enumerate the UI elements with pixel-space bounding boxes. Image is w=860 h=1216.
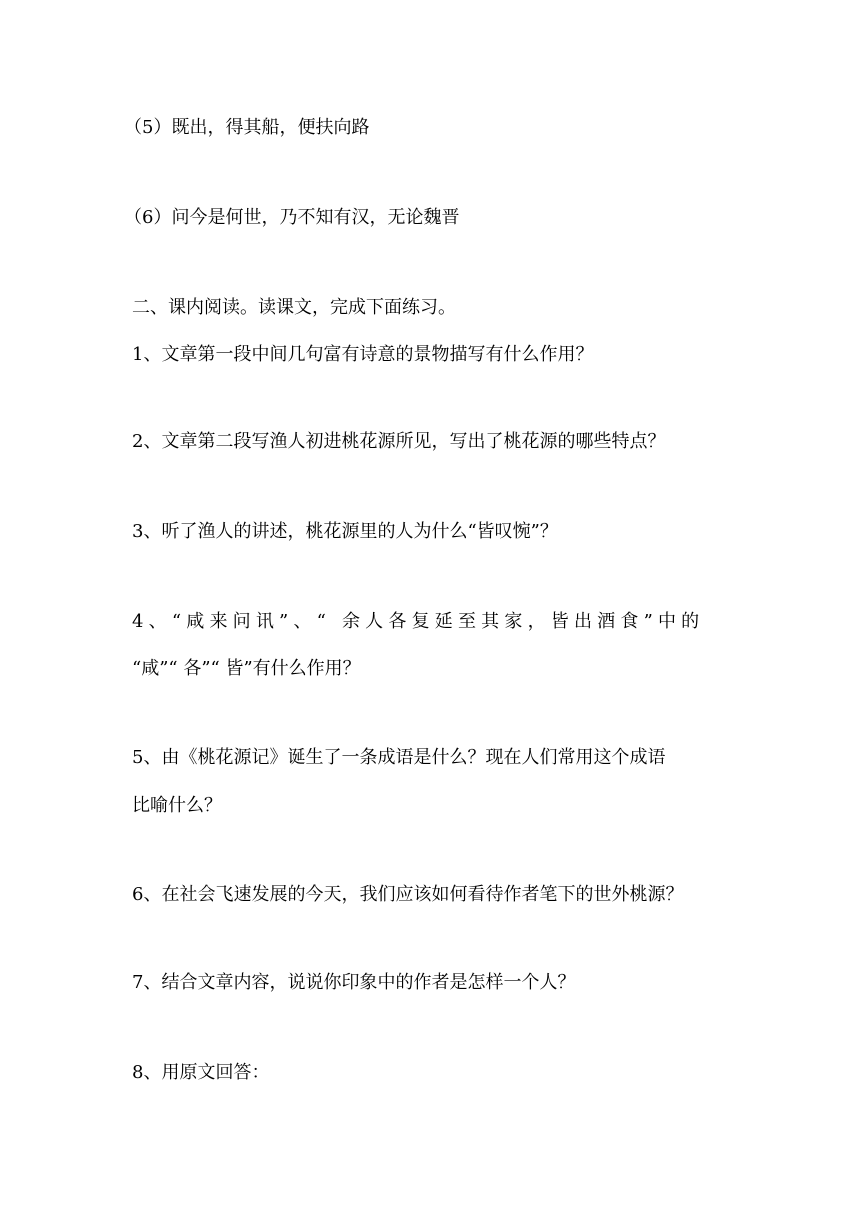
subitem-5: （5）既出，得其船，便扶向路 — [124, 117, 370, 138]
question-4-line-2: “咸”“ 各”“ 皆”有什么作用？ — [132, 658, 361, 679]
question-6: 6、在社会飞速发展的今天，我们应该如何看待作者笔下的世外桃源？ — [132, 884, 684, 905]
question-1: 1、文章第一段中间几句富有诗意的景物描写有什么作用？ — [132, 344, 594, 365]
question-4-line-1: 4、“咸来问讯”、“ 余人各复延至其家，皆出酒食”中的 — [132, 611, 705, 632]
question-5-line-2: 比喻什么？ — [132, 795, 222, 816]
question-3: 3、听了渔人的讲述，桃花源里的人为什么“皆叹惋”？ — [132, 521, 558, 542]
question-2: 2、文章第二段写渔人初进桃花源所见，写出了桃花源的哪些特点？ — [132, 431, 666, 452]
section-heading: 二、课内阅读。读课文，完成下面练习。 — [132, 297, 456, 318]
question-8: 8、用原文回答： — [132, 1062, 270, 1083]
question-7: 7、结合文章内容，说说你印象中的作者是怎样一个人？ — [132, 972, 576, 993]
subitem-6: （6）问今是何世，乃不知有汉，无论魏晋 — [124, 207, 460, 228]
question-5-line-1: 5、由《桃花源记》诞生了一条成语是什么？现在人们常用这个成语 — [132, 747, 666, 768]
